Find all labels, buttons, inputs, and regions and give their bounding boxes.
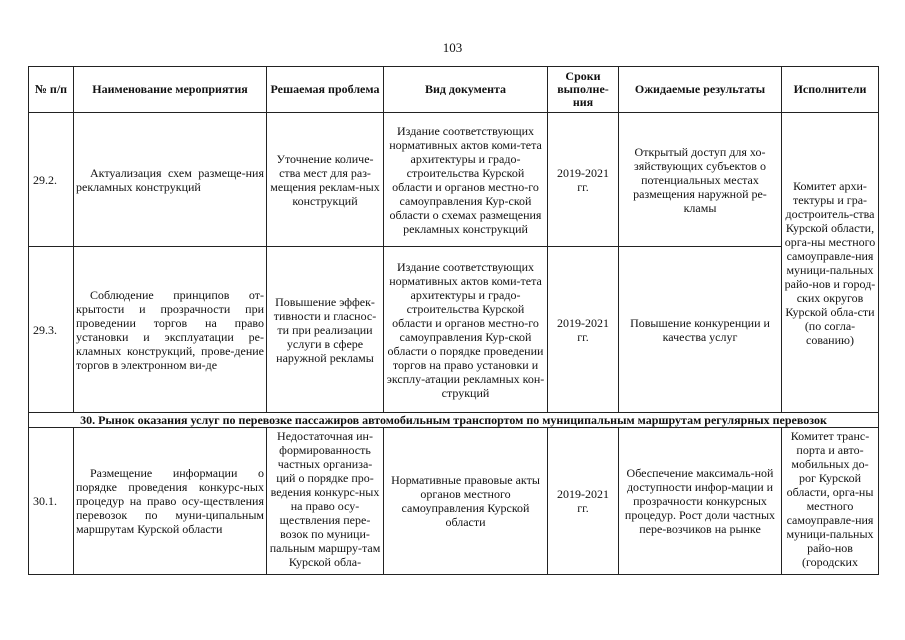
results-cell: Повышение конкуренции и качества услуг bbox=[619, 247, 782, 413]
measure-name: Размещение информации о порядке проведения конкурс-ных процедур на право осу-ществления перевозок по муни-ципальным маршрутам Курской области bbox=[74, 428, 267, 575]
measure-name: Актуализация схем размеще-ния рекламных конструкций bbox=[74, 113, 267, 247]
problem-cell: Повышение эффек-тивности и гласнос-ти при реализации услуги в сфере наружной рекламы bbox=[267, 247, 384, 413]
header-results: Ожидаемые результаты bbox=[619, 67, 782, 113]
measures-table bbox=[28, 66, 879, 575]
executors-cell: Комитет транс-порта и авто-мобильных до-рог Курской области, орга-ны местного самоуправле-ния муници-пальных райо-нов (городских bbox=[782, 428, 879, 575]
table-header-row bbox=[29, 67, 879, 113]
row-number: 30.1. bbox=[29, 428, 74, 575]
table-row bbox=[29, 428, 879, 575]
table-row bbox=[29, 247, 879, 413]
deadline-cell: 2019-2021 гг. bbox=[548, 247, 619, 413]
row-number: 29.2. bbox=[29, 113, 74, 247]
results-cell: Открытый доступ для хо-зяйствующих субъектов о потенциальных местах размещения наружной ре-кламы bbox=[619, 113, 782, 247]
header-executors: Исполнители bbox=[782, 67, 879, 113]
header-doc-type: Вид документа bbox=[384, 67, 548, 113]
deadline-cell: 2019-2021 гг. bbox=[548, 113, 619, 247]
results-cell: Обеспечение максималь-ной доступности инфор-мации и прозрачности конкурсных процедур. Рост доли частных пере-возчиков на рынке bbox=[619, 428, 782, 575]
header-name: Наименование мероприятия bbox=[74, 67, 267, 113]
doc-type-cell: Издание соответствующих нормативных актов коми-тета архитектуры и градо-строительства Курской области и органов местно-го самоуправления Кур-ской области о порядке проведении торгов на право установки и эксплу-атации рекламных кон-струкций bbox=[384, 247, 548, 413]
deadline-cell: 2019-2021 гг. bbox=[548, 428, 619, 575]
problem-cell: Недостаточная ин-формированность частных организа-ций о порядке про-ведения конкурс-ных на право осу-ществления пере-возок по муници-пальным маршру-там Курской обла- bbox=[267, 428, 384, 575]
row-number: 29.3. bbox=[29, 247, 74, 413]
doc-type-cell: Нормативные правовые акты органов местного самоуправления Курской области bbox=[384, 428, 548, 575]
page-number: 103 bbox=[442, 40, 463, 55]
header-num: № п/п bbox=[29, 67, 74, 113]
executors-cell: Комитет архи-тектуры и гра-достроитель-ства Курской области, орга-ны местного самоуправле-ния муници-пальных райо-нов и город-ских округов Курской обла-сти (по согла-сованию) bbox=[782, 113, 879, 413]
measure-name: Соблюдение принципов от-крытости и прозрачности при проведении торгов на право установки и эксплуатации ре-кламных конструкций, прове-дение торгов в электронном ви-де bbox=[74, 247, 267, 413]
header-problem: Решаемая проблема bbox=[267, 67, 384, 113]
header-deadline: Сроки выполне-ния bbox=[548, 67, 619, 113]
doc-type-cell: Издание соответствующих нормативных актов коми-тета архитектуры и градо-строительства Курской области и органов местно-го самоуправления Кур-ской области о схемах размещения рекламных конструкций bbox=[384, 113, 548, 247]
section-heading: 30. Рынок оказания услуг по перевозке пассажиров автомобильным транспортом по муниципальным маршрутам регулярных перевозок bbox=[29, 413, 879, 428]
section-heading-row bbox=[29, 413, 879, 428]
problem-cell: Уточнение количе-ства мест для раз-мещения реклам-ных конструкций bbox=[267, 113, 384, 247]
table-row bbox=[29, 113, 879, 247]
